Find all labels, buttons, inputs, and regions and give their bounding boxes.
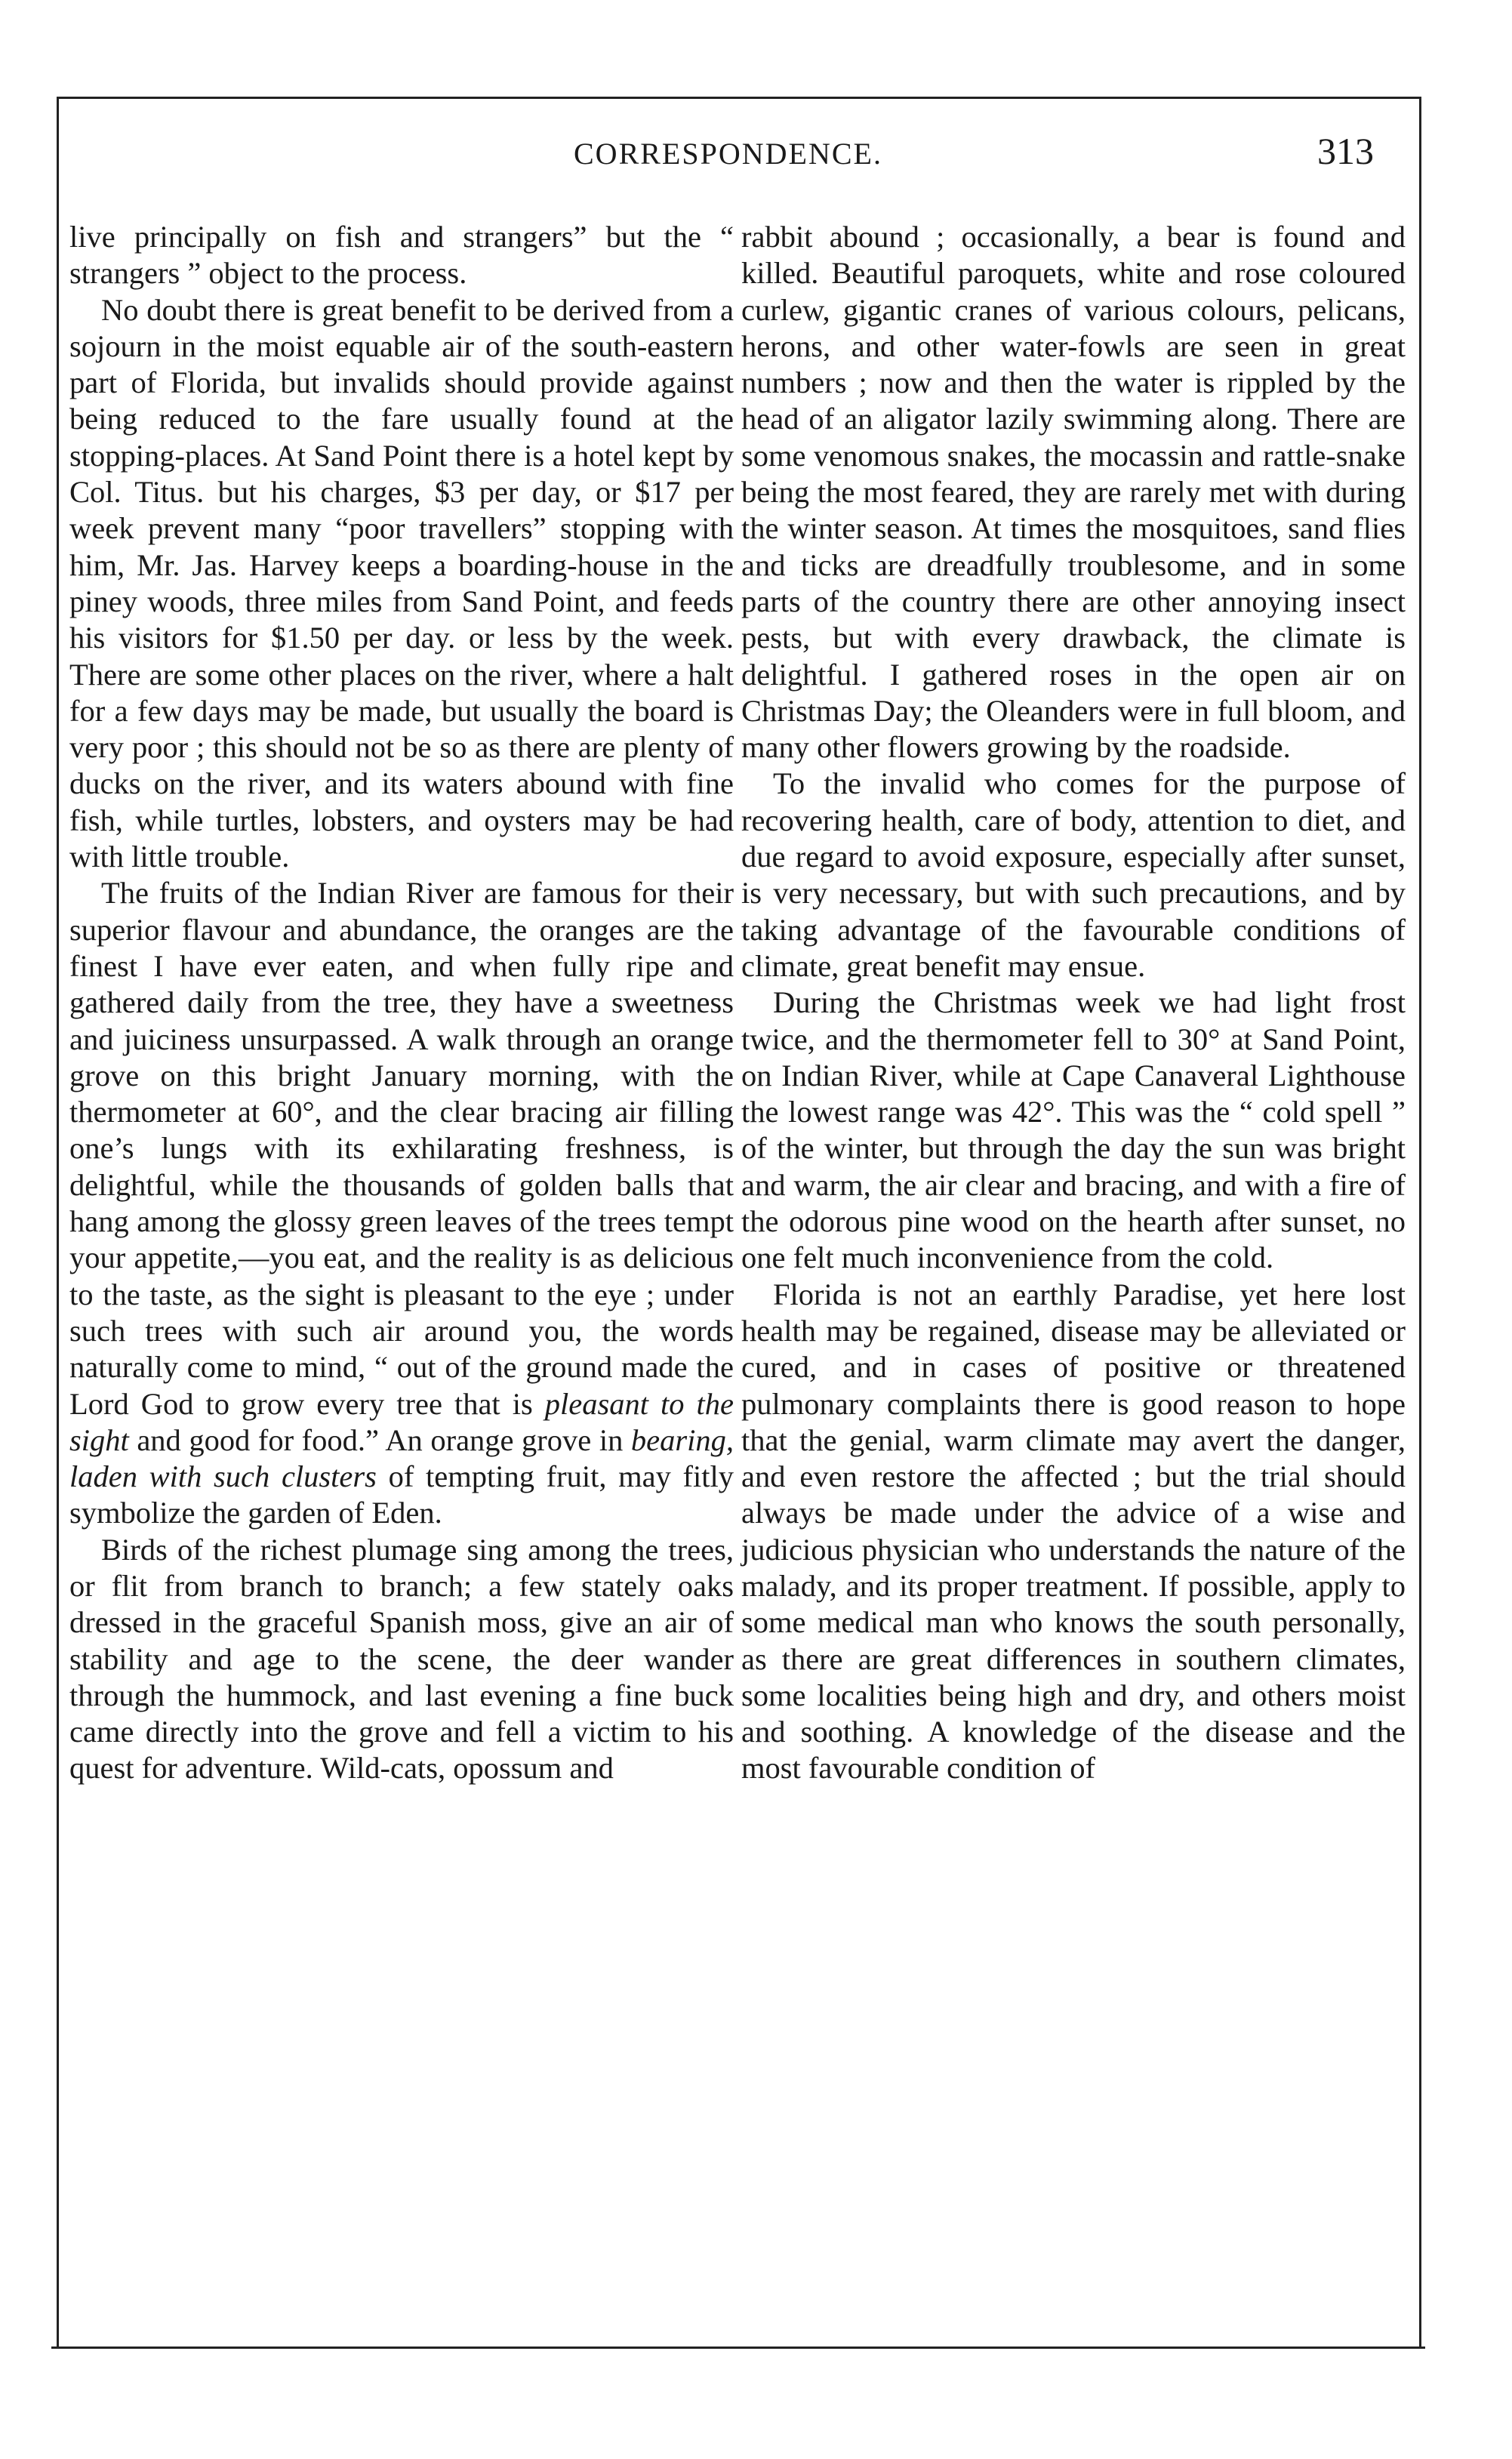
left-paragraph-1: live principally on fish and strangers” but the “ strangers ” object to the process. bbox=[69, 220, 734, 291]
top-rule bbox=[57, 97, 1421, 99]
left-paragraph-2: No doubt there is great benefit to be derived from a sojourn in the moist equable air of the south-eastern part of Florida, but invalids should provide against being reduced to the fare usually found at the stopping-places. At Sand Point there is a hotel kept by Col. Titus. but his charges, $3 per day, or $17 per week prevent many “poor travellers” stopping with him, Mr. Jas. Harvey keeps a boarding-house in the piney woods, three miles from Sand Point, and feeds his visitors for $1.50 per day. or less by the week. There are some other places on the river, where a halt for a few days may be made, but usually the board is very poor ; this should not be so as there are plenty of ducks on the river, and its waters abound with fine fish, while turtles, lobsters, and oysters may be had with little trouble. bbox=[69, 292, 734, 874]
left-paragraph-3-text-c: of tempting fruit, may fitly symbolize the garden of Eden. bbox=[69, 1459, 734, 1530]
right-paragraph-1: rabbit abound ; occasionally, a bear is found and killed. Beautiful paroquets, white and rose coloured curlew, gigantic cranes of various colours, pelicans, herons, and other water-fowls are seen in great numbers ; now and then the water is rippled by the head of an aligator lazily swimming along. There are some venomous snakes, the mocassin and rattle-snake being the most feared, they are rarely met with during the winter season. At times the mosquitoes, sand flies and ticks are dreadfully troublesome, and in some parts of the country there are other annoying insect pests, but with every drawback, the climate is delightful. I gathered roses in the open air on Christmas Day; the Oleanders were in full bloom, and many other flowers growing by the roadside. bbox=[741, 220, 1406, 765]
page-number: 313 bbox=[1317, 130, 1374, 172]
right-rule bbox=[1419, 97, 1421, 2347]
left-paragraph-3 bbox=[69, 875, 734, 1531]
left-paragraph-3-italic-1: pleasant to the sight bbox=[69, 1386, 734, 1457]
left-paragraph-3-text-a: The fruits of the Indian River are famous for their superior flavour and abundance, the oranges are the finest I have ever eaten, and when fully ripe and gathered daily from the tree, they have a sweetness and juiciness unsurpassed. A walk through an orange grove on this bright January morning, with the thermometer at 60°, and the clear bracing air filling one’s lungs with its exhilarating freshness, is delightful, while the thousands of golden balls that hang among the glossy green leaves of the trees tempt your appetite,—you eat, and the reality is as delicious to the taste, as the sight is pleasant to the eye ; under such trees with such air around you, the words naturally come to mind, “ out of the ground made the Lord God to grow every tree that is bbox=[69, 876, 734, 1421]
left-paragraph-3-italic-2: bearing, laden with such clusters bbox=[69, 1422, 734, 1494]
right-paragraph-2: To the invalid who comes for the purpose of recovering health, care of body, attention to diet, and due regard to avoid exposure, especially after sunset, is very necessary, but with such precautions, and by taking advantage of the favourable conditions of climate, great benefit may ensue. bbox=[741, 766, 1406, 983]
left-rule bbox=[57, 97, 59, 2347]
left-column bbox=[69, 219, 734, 1787]
right-paragraph-4: Florida is not an earthly Paradise, yet here lost health may be regained, disease may be alleviated or cured, and in cases of positive or threatened pulmonary complaints there is good reason to hope that the genial, warm climate may avert the danger, and even restore the affected ; but the trial should always be made under the advice of a wise and judicious physician who understands the nature of the malady, and its proper treatment. If possible, apply to some medical man who knows the south personally, as there are great differences in southern climates, some localities being high and dry, and others moist and soothing. A knowledge of the disease and the most favourable condition of bbox=[741, 1277, 1406, 1786]
running-title: CORRESPONDENCE. bbox=[574, 137, 882, 171]
right-paragraph-3: During the Christmas week we had light frost twice, and the thermometer fell to 30° at Sand Point, on Indian River, while at Cape Canaveral Lighthouse the lowest range was 42°. This was the “ cold spell ” of the winter, but through the day the sun was bright and warm, the air clear and bracing, and with a fire of the odorous pine wood on the hearth after sunset, no one felt much inconvenience from the cold. bbox=[741, 985, 1406, 1275]
left-paragraph-4: Birds of the richest plumage sing among the trees, or flit from branch to branch; a few stately oaks dressed in the graceful Spanish moss, give an air of stability and age to the scene, the deer wander through the hummock, and last evening a fine buck came directly into the grove and fell a victim to his quest for adventure. Wild-cats, opossum and bbox=[69, 1532, 734, 1786]
left-paragraph-3-text-b: and good for food.” An orange grove in bbox=[137, 1422, 624, 1457]
right-column bbox=[741, 219, 1406, 1787]
bottom-rule bbox=[51, 2347, 1425, 2349]
